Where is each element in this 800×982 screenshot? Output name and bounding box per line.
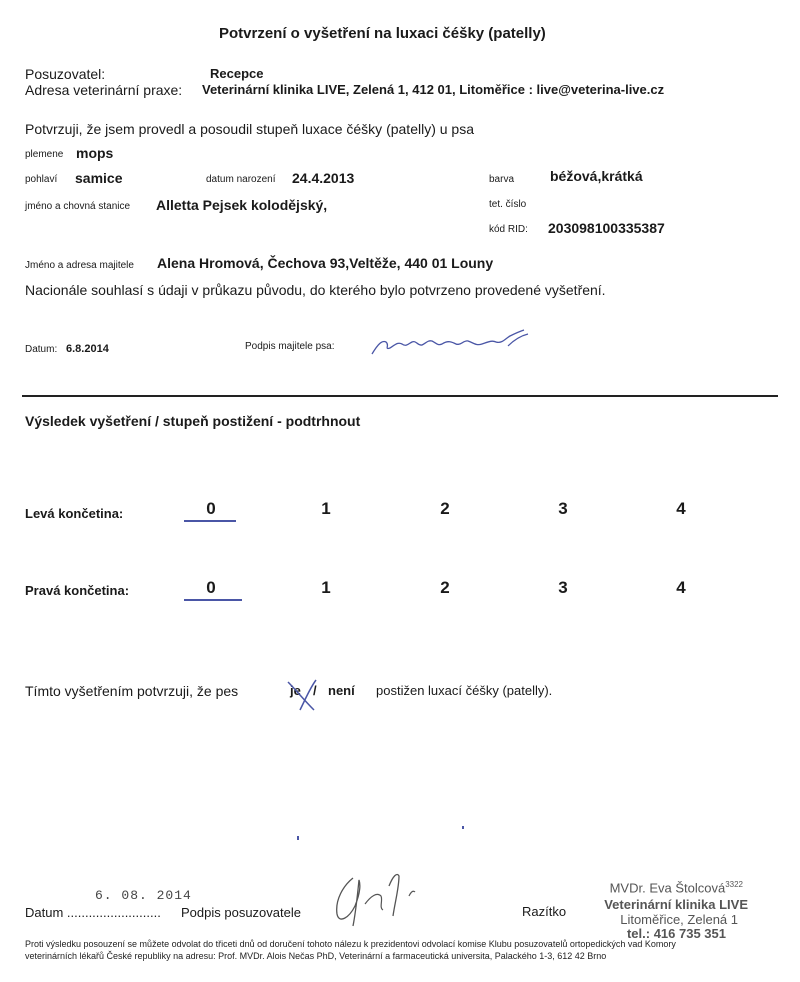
stamp-line-clinic: Veterinární klinika LIVE [604,897,748,912]
color-label: barva [489,174,515,185]
owner-label: Jméno a adresa majitele [25,260,134,271]
left-grade-1: 1 [321,499,331,518]
bottom-date-value: 6. 08. 2014 [95,888,192,903]
name-label: jméno a chovná stanice [25,201,131,212]
statement-option-je: je [290,683,301,698]
stamp-line-address: Litoměřice, Zelená 1 [620,912,738,927]
right-grade-3: 3 [558,578,568,597]
statement-suffix: postižen luxací čéšky (patelly). [376,683,553,698]
stamp-label: Razítko [522,904,567,919]
rid-label: kód RID: [489,224,528,235]
right-grade-2: 2 [440,578,450,597]
statement-option-neni: není [328,683,355,698]
result-heading: Výsledek vyšetření / stupeň postižení - podtrhnout [25,413,361,429]
right-grade-1: 1 [321,578,331,597]
statement-prefix: Tímto vyšetřením potvrzuji, že pes [25,683,239,699]
statement-slash: / [313,683,317,698]
consent-text: Nacionále souhlasí s údaji v průkazu původu, do kterého bylo potvrzeno provedené vyšetření. [25,282,606,298]
breed-value: mops [76,145,114,161]
stamp-line-phone: tel.: 416 735 351 [626,926,726,941]
right-limb-label: Pravá končetina: [25,583,130,598]
left-grade-4: 4 [676,499,686,518]
sex-label: pohlaví [25,174,58,185]
breed-label: plemene [25,149,64,160]
owner-signature [368,322,543,358]
right-selected-underline [184,599,242,601]
stamp-line-name: MVDr. Eva Štolcová$^{3322}$ [609,880,743,896]
name-value: Alletta Pejsek kolodějský, [156,197,328,213]
section-divider [22,395,778,397]
practice-address-value: Veterinární klinika LIVE, Zelená 1, 412 01, Litoměřice : live@veterina-live.cz [202,82,665,97]
confirm-text: Potvrzuji, že jsem provedl a posoudil stupeň luxace čéšky (patelly) u psa [25,121,474,137]
evaluator-label: Posuzovatel: [25,66,106,82]
bottom-date-label: Datum .......................... [25,905,161,920]
evaluator-signature [325,866,430,928]
owner-signature-label: Podpis majitele psa: [245,341,335,352]
owner-value: Alena Hromová, Čechova 93,Veltěže, 440 01 Louny [157,255,494,271]
right-grade-4: 4 [676,578,686,597]
pen-dot [462,826,464,829]
left-limb-label: Levá končetina: [25,506,124,521]
left-selected-underline [184,520,236,522]
rid-value: 203098100335387 [548,220,665,236]
left-grade-2: 2 [440,499,450,518]
date-value: 6.8.2014 [66,343,109,355]
date-label: Datum: [25,344,58,355]
tattoo-label: tet. číslo [489,199,527,210]
birth-value: 24.4.2013 [292,170,355,186]
birth-label: datum narození [206,174,276,185]
footer-line-1: Proti výsledku posouzení se můžete odvolat do třiceti dnů od doručení tohoto nálezu k prezidentovi odvolací komise Klubu posuzovatelů ortopedických vad Komory [25,939,676,949]
evaluator-value: Recepce [210,66,264,81]
evaluator-signature-label: Podpis posuzovatele [181,905,301,920]
sex-value: samice [75,170,123,186]
color-value: béžová,krátká [550,168,643,184]
right-grade-0: 0 [206,578,216,597]
left-grade-0: 0 [206,499,216,518]
left-grade-3: 3 [558,499,568,518]
document-title: Potvrzení o vyšetření na luxaci čéšky (patelly) [219,25,546,42]
practice-address-label: Adresa veterinární praxe: [25,82,183,98]
stamp-sup: 3322 [725,880,743,889]
footer-line-2: veterinárních lékařů České republiky na adresu: Prof. MVDr. Alois Nečas PhD, Veterinární a farmaceutická universita, Palackého 1-3, 612 42 Brno [25,951,607,961]
pen-dot [297,836,299,840]
